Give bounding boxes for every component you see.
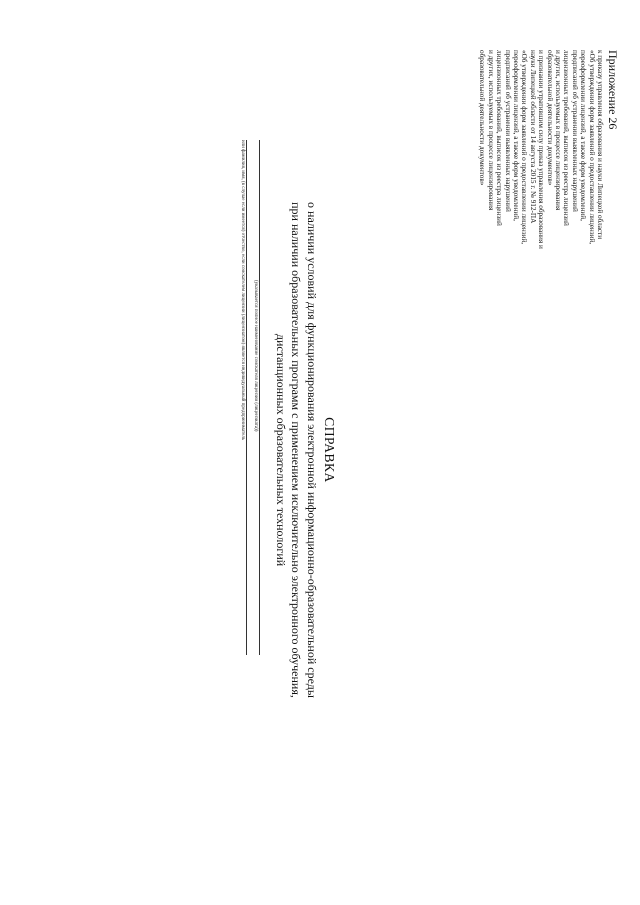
appendix-line: лицензионных требований, выписок из реестра лицензий: [562, 50, 571, 226]
appendix-line: предписаний об устранении выявленных нарушений: [570, 50, 579, 212]
appendix-line: и других, используемых в процессе лицензирования: [486, 50, 495, 211]
appendix-line: науки Липецкой области от 14 августа 2015 г. № 912-ПА: [528, 50, 537, 224]
appendix-line: и признании утратившим силу приказ управления образования и: [537, 50, 546, 249]
appendix-line: образовательной деятельности документов»: [478, 50, 487, 186]
appendix-line: и других, используемых в процессе лицензирования: [553, 50, 562, 211]
appendix-line: образовательной деятельности документов»: [545, 50, 554, 186]
organization-name-line[interactable]: [259, 140, 260, 655]
subtitle-line: при наличии образовательных программ с применением исключительно электронного обучения,: [289, 202, 304, 698]
appendix-block: [478, 50, 620, 305]
appendix-title: Приложение 26: [606, 50, 620, 130]
document-subtitle: [273, 20, 320, 880]
appendix-line: переоформлении лицензий, а также форм уведомлений,: [579, 50, 588, 221]
appendix-line: лицензионных требований, выписок из реестра лицензий: [495, 50, 504, 226]
subtitle-line: дистанционных образовательных технологий: [274, 333, 288, 567]
organization-name-line-2[interactable]: [246, 140, 247, 655]
appendix-line: переоформлении лицензий, а также форм уведомлений,: [511, 50, 520, 221]
subtitle-line: о наличии условий для функционирования электронной информационно-образовательной среды: [305, 202, 319, 698]
document-title: СПРАВКА: [322, 417, 337, 483]
entrepreneur-name-caption: или фамилия, имя, (в случае если имеется) отчество, если соискателем лицензии (лицензиатом) является индивидуальный предприниматель: [240, 140, 245, 441]
appendix-line: предписаний об устранении выявленных нарушений: [503, 50, 512, 212]
rotated-form: [32, 20, 632, 880]
appendix-line: «Об утверждении форм заявлений о предоставлении лицензий,: [520, 50, 529, 245]
appendix-line: к приказу управления образования и науки Липецкой области: [596, 50, 604, 240]
appendix-line: «Об утверждении форм заявлений о предоставлении лицензий,: [587, 50, 596, 245]
organization-name-caption: (указывается полное наименование соискателя лицензии (лицензиата)): [253, 280, 258, 432]
